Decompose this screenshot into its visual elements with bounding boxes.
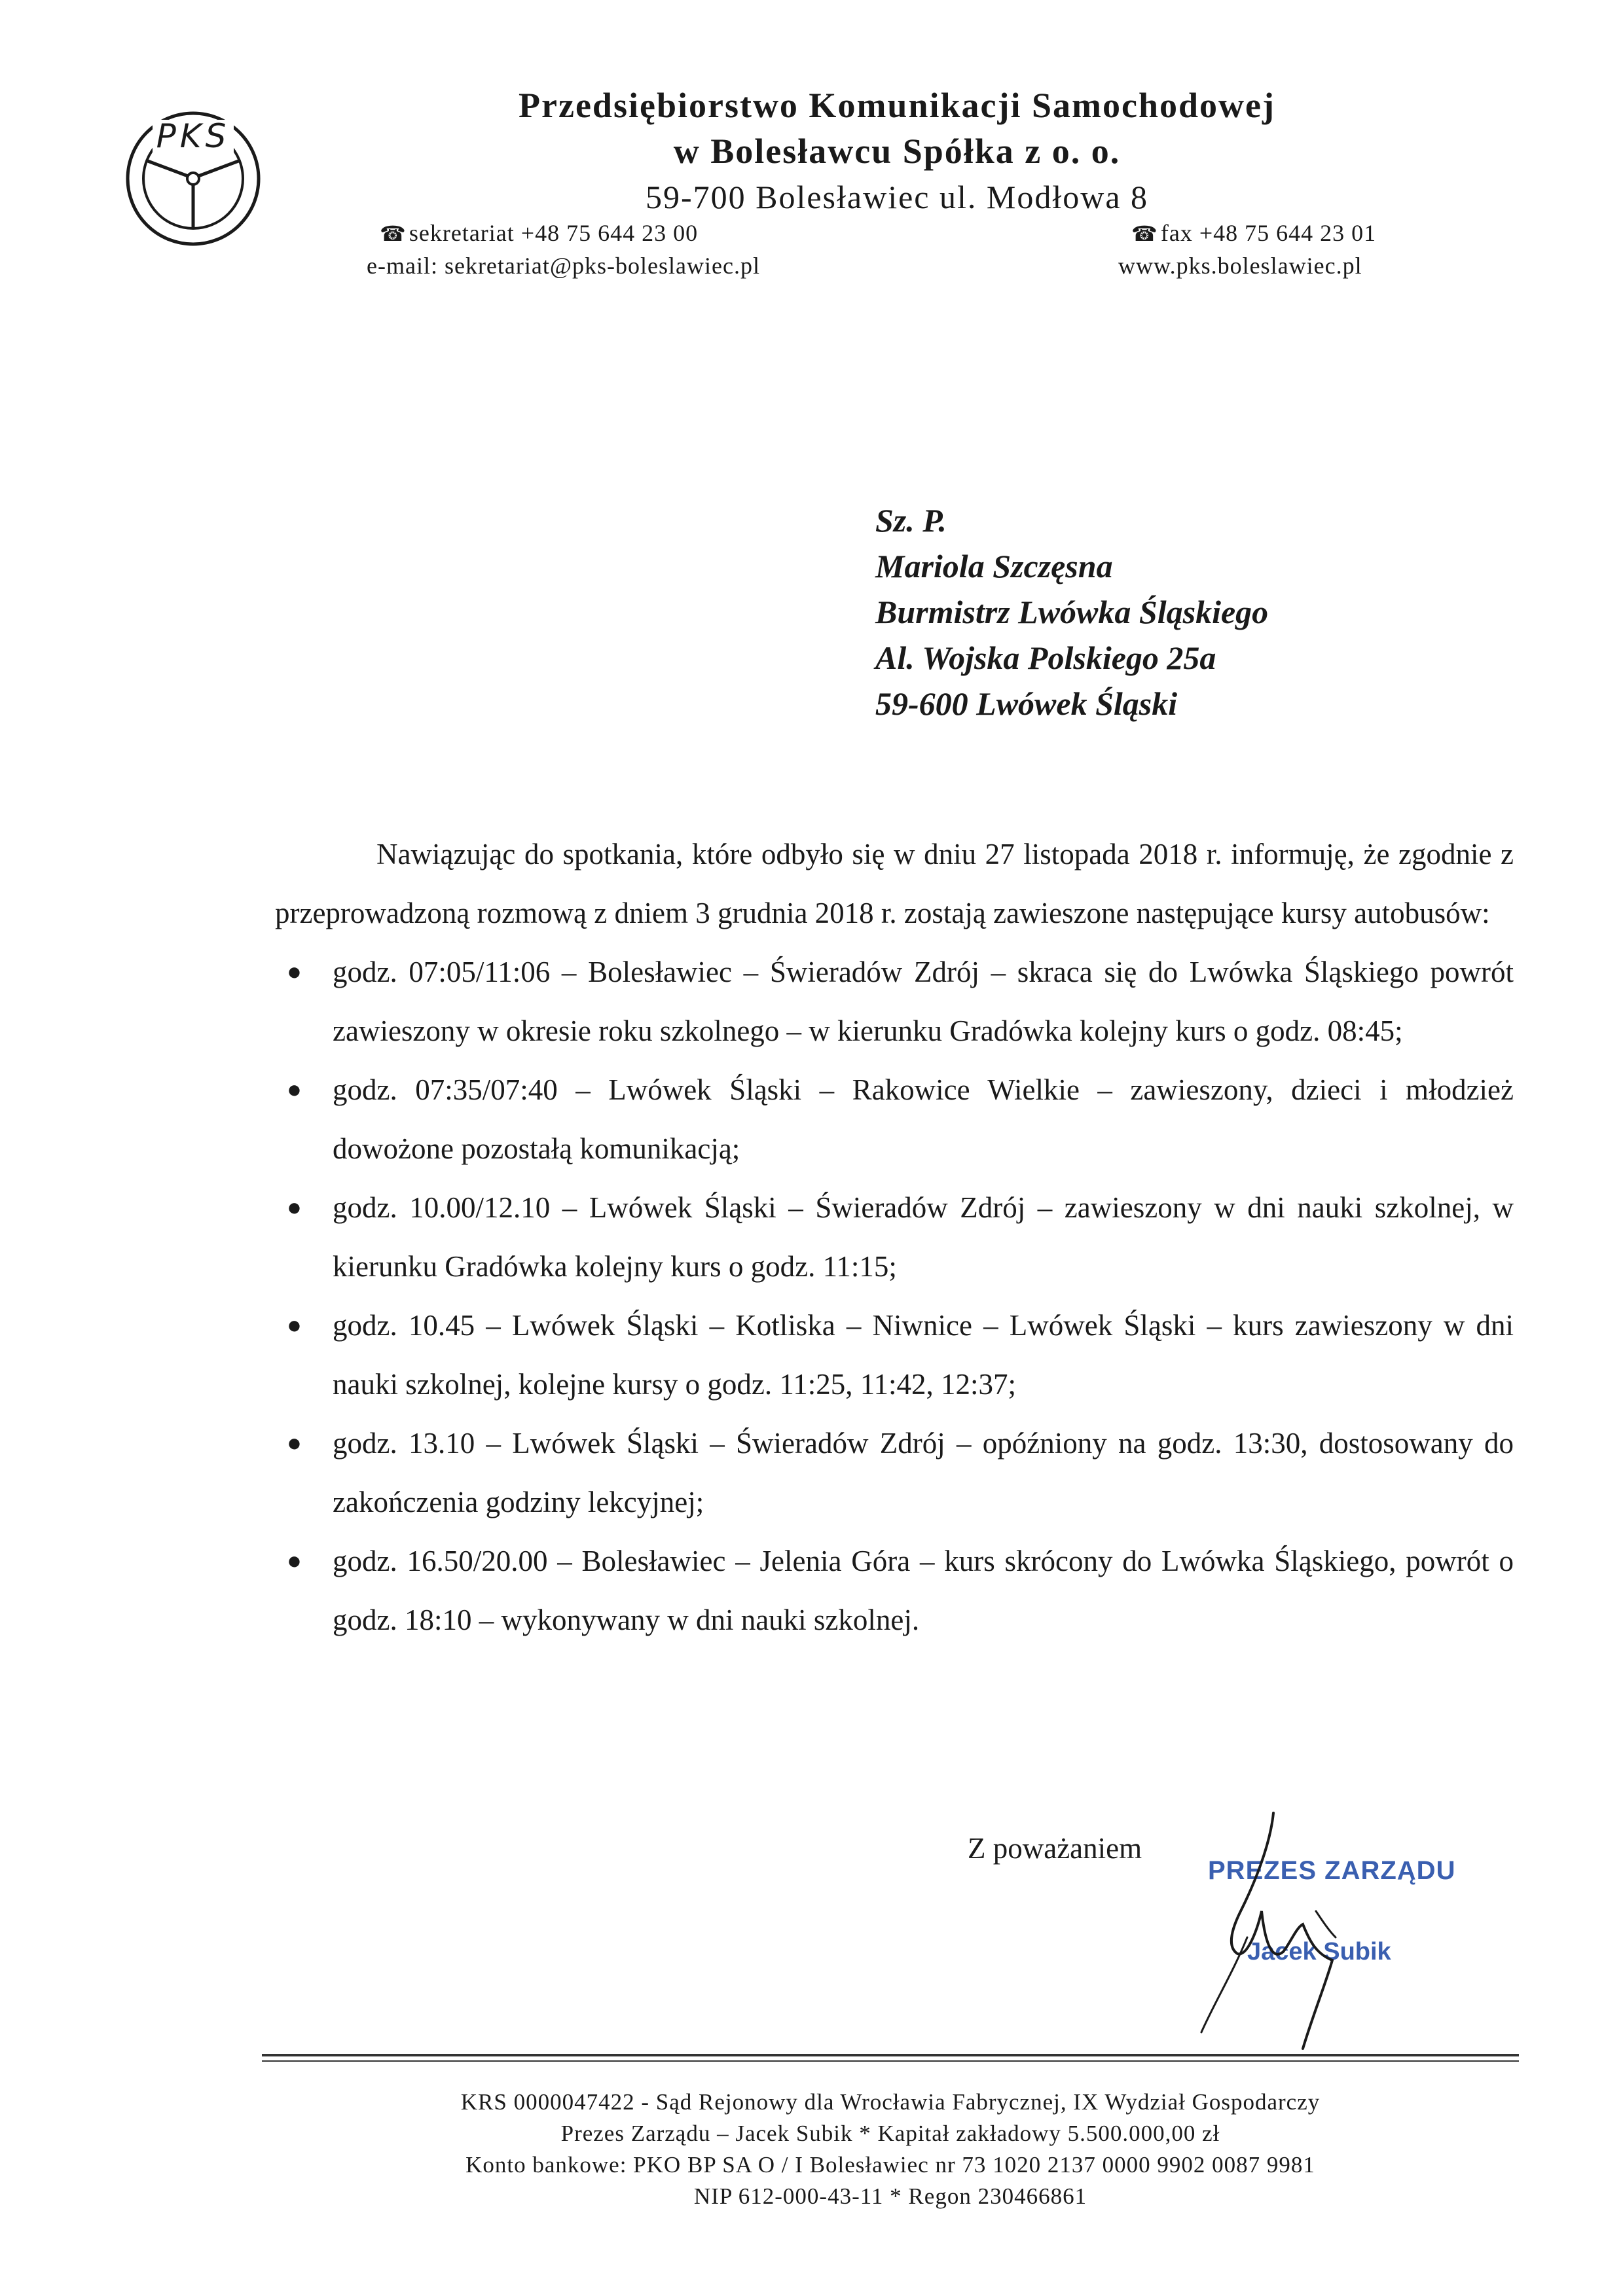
phone-icon: ☎ (380, 221, 407, 246)
bullet-icon: ● (287, 1547, 302, 1575)
list-item (275, 1178, 1514, 1296)
footer-bank-account: Konto bankowe: PKO BP SA O / I Bolesławiec nr 73 1020 2137 0000 9902 0087 9981 (465, 2152, 1315, 2178)
fax-contact (1131, 219, 1376, 247)
pks-logo (115, 95, 272, 252)
company-name: Przedsiębiorstwo Komunikacji Samochodowej (519, 86, 1275, 125)
svg-text:PKS: PKS (156, 117, 230, 155)
list-item-text: godz. 16.50/20.00 – Bolesławiec – Jelenia Góra – kurs skrócony do Lwówka Śląskiego, powrót o godz. 18:10 – wykonywany w dni nauki szkolnej. (333, 1545, 1514, 1636)
stamp-title: PREZES ZARZĄDU (1208, 1856, 1456, 1885)
list-item (275, 1296, 1514, 1414)
bullet-icon: ● (287, 1194, 302, 1221)
footer-divider-thin (262, 2060, 1519, 2062)
list-item-text: godz. 07:35/07:40 – Lwówek Śląski – Rakowice Wielkie – zawieszony, dzieci i młodzież dowożone pozostałą komunikacją; (333, 1073, 1514, 1165)
website-link[interactable]: www.pks.boleslawiec.pl (1118, 253, 1362, 279)
bullet-icon: ● (287, 1429, 302, 1457)
recipient-block (875, 497, 1268, 726)
list-item (275, 1060, 1514, 1178)
phone-contact (380, 219, 698, 247)
bullet-icon: ● (287, 958, 302, 986)
phone-text: sekretariat +48 75 644 23 00 (409, 220, 699, 246)
footer-krs: KRS 0000047422 - Sąd Rejonowy dla Wrocławia Fabrycznej, IX Wydział Gospodarczy (460, 2089, 1321, 2115)
company-address: 59-700 Bolesławiec ul. Modłowa 8 (645, 179, 1149, 215)
recipient-title: Burmistrz Lwówka Śląskiego (875, 594, 1269, 630)
recipient-street: Al. Wojska Polskiego 25a (875, 639, 1216, 676)
list-item-text: godz. 07:05/11:06 – Bolesławiec – Świeradów Zdrój – skraca się do Lwówka Śląskiego powrót zawieszony w okresie roku szkolnego – w kierunku Gradówka kolejny kurs o godz. 08:45; (333, 956, 1514, 1047)
stamp-name: Jacek Subik (1247, 1938, 1391, 1965)
list-item (275, 1532, 1514, 1649)
list-item-text: godz. 10.00/12.10 – Lwówek Śląski – Świeradów Zdrój – zawieszony w dni nauki szkolnej, w kierunku Gradówka kolejny kurs o godz. 11:15; (333, 1191, 1514, 1283)
fax-text: fax +48 75 644 23 01 (1160, 220, 1377, 246)
route-list (275, 942, 1514, 1649)
bullet-icon: ● (287, 1312, 302, 1339)
recipient-name: Mariola Szczęsna (875, 548, 1113, 584)
footer-divider (262, 2054, 1519, 2056)
footer-management: Prezes Zarządu – Jacek Subik * Kapitał zakładowy 5.500.000,00 zł (560, 2121, 1220, 2146)
list-item (275, 942, 1514, 1060)
closing-text: Z poważaniem (968, 1832, 1142, 1865)
list-item-text: godz. 10.45 – Lwówek Śląski – Kotliska – Niwnice – Lwówek Śląski – kurs zawieszony w dni nauki szkolnej, kolejne kursy o godz. 11:25, 11:42, 12:37; (333, 1309, 1514, 1401)
email-address[interactable]: e-mail: sekretariat@pks-boleslawiec.pl (367, 253, 760, 279)
letter-body (275, 825, 1514, 1649)
recipient-salutation: Sz. P. (875, 502, 947, 539)
intro-paragraph: Nawiązując do spotkania, które odbyło się w dniu 27 listopada 2018 r. informuję, że zgodnie z przeprowadzoną rozmową z dniem 3 grudnia 2018 r. zostają zawieszone następujące kursy autobusów: (275, 838, 1514, 929)
signature-icon (1175, 1806, 1378, 2055)
footer-tax-ids: NIP 612-000-43-11 * Regon 230466861 (693, 2183, 1087, 2209)
company-footer (262, 2087, 1519, 2212)
recipient-city: 59-600 Lwówek Śląski (875, 685, 1178, 722)
fax-icon: ☎ (1131, 221, 1158, 246)
list-item-text: godz. 13.10 – Lwówek Śląski – Świeradów Zdrój – opóźniony na godz. 13:30, dostosowany do zakończenia godziny lekcyjnej; (333, 1427, 1514, 1518)
company-name-line2: w Bolesławcu Spółka z o. o. (673, 132, 1121, 171)
list-item (275, 1414, 1514, 1532)
bullet-icon: ● (287, 1076, 302, 1103)
